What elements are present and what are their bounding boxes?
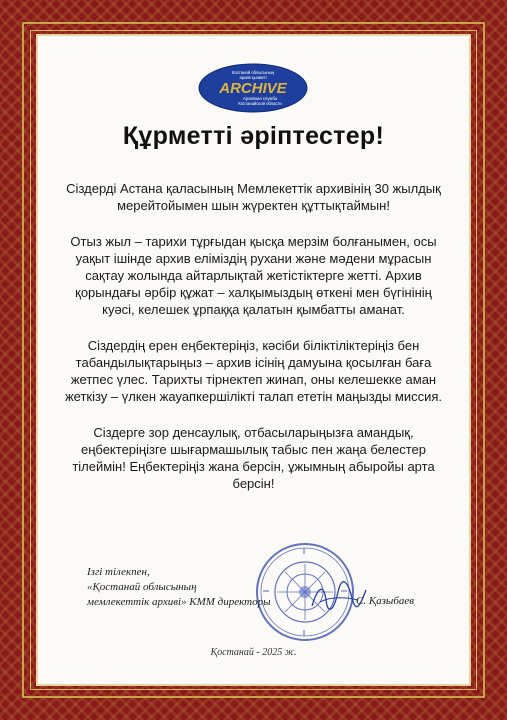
- signer-name: С. Қазыбаев: [356, 595, 415, 607]
- paragraph-4: Сіздерге зор денсаулық, отбасыларыңызға амандық, еңбектеріңізге шығармашылық табыс пен жаңа белестер тілеймін! Еңбектеріңіз жана берсін, ұжымның абыройы арта берсін!: [72, 425, 435, 491]
- logo-top-line-1: Костанай облысының: [232, 70, 274, 75]
- paragraph-1: Сіздерді Астана қаласының Мемлекеттік архивінің 30 жылдық мерейтойымен шын жүректен құттықтаймын!: [66, 181, 441, 213]
- logo-word: ARCHIVE: [219, 80, 287, 97]
- logo-top-line-2: архив қызметі: [239, 75, 267, 80]
- letter-title: Құрметті әріптестер!: [122, 122, 385, 150]
- paragraph-2: Отыз жыл – тарихи тұрғыдан қысқа мерзім болғанымен, осы уақыт ішінде архив еліміздің рухани және мәдени мұрасын сақтау жолында айтарлықтай жетістіктерге жетті. Архив қорындағы әрбір құжат – халқымыздың өткені мен бүгінінің куәсі, келешек ұрпаққа қалатын қымбатты аманат.: [70, 234, 437, 317]
- signature-greeting: Ізгі тілекпен,: [87, 566, 150, 578]
- paragraph-3: Сіздердің ерен еңбектеріңіз, кәсіби біліктіліктеріңіз бен табандылықтарыңыз – архив ісінің дамуына қосылған баға жетпес үлес. Тарихты тірнектеп жинап, оны келешекке аман жеткізу – үлкен жауапкершілікті талап ететін маңызды миссия.: [64, 338, 443, 404]
- logo-bottom-line-2: Костанайской области: [238, 101, 282, 106]
- logo-bottom-line-1: Архивная служба: [243, 96, 277, 101]
- signature-org-line-1: «Қостанай облысының: [87, 581, 197, 593]
- letter-body: [62, 180, 445, 511]
- archive-logo: [198, 63, 308, 113]
- signature-org-line-2: мемлекеттік архиві» КММ директоры: [87, 596, 271, 608]
- place-date: Қостанай - 2025 ж.: [210, 647, 297, 658]
